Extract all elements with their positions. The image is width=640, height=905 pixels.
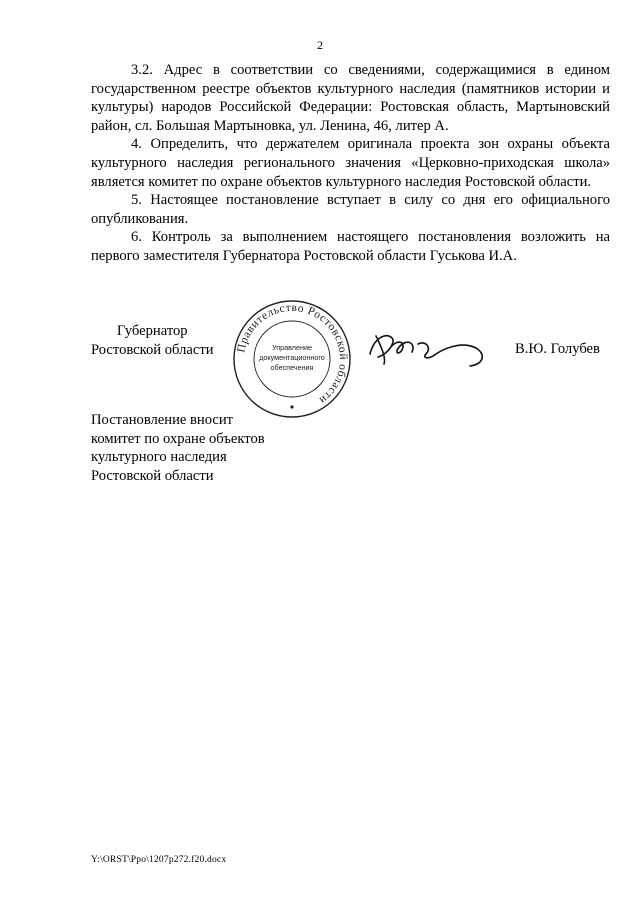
signatory-title-line1: Губернатор: [116, 323, 188, 339]
signatory-title-line2: Ростовской области: [91, 341, 214, 358]
official-seal: [231, 298, 353, 420]
page-number: 2: [317, 38, 323, 52]
signatory-title: [91, 322, 214, 359]
footer-file-path: Y:\ORST\Ppo\1207p272.f20.docx: [91, 855, 227, 865]
submitter-line3: культурного наследия: [91, 449, 227, 466]
paragraph-effective: 5. Настоящее постановление вступает в силу со дня его официального опубликования.: [91, 192, 610, 227]
submitter-line4: Ростовской области: [91, 467, 214, 484]
paragraph-holder: 4. Определить, что держателем оригинала проекта зон охраны объекта культурного наследия регионального значения «Церковно-приходская школа» является комитет по охране объектов культурного наследия Ростовской области.: [91, 136, 610, 190]
submitter-line1: Постановление вносит: [91, 412, 234, 428]
seal-outer-text: Правительство Ростовской области: [235, 301, 350, 407]
seal-inner-line1: Управление: [272, 343, 312, 352]
seal-inner-line3: обеспечения: [270, 363, 314, 372]
seal-inner-line2: документационного: [259, 353, 325, 362]
handwritten-signature: [364, 324, 494, 370]
submitter-line2: комитет по охране объектов: [91, 430, 265, 447]
paragraph-control: 6. Контроль за выполнением настоящего постановления возложить на первого заместителя Губернатора Ростовской области Гуськова И.А.: [91, 229, 610, 264]
submitter-block: [91, 411, 265, 485]
signatory-name: В.Ю. Голубев: [515, 341, 600, 357]
paragraph-address: 3.2. Адрес в соответствии со сведениями, содержащимися в едином государственном реестре объектов культурного наследия (памятников истории и культуры) народов Российской Федерации: Ростовская область, Мартыновский район, сл. Большая Мартыновка, ул. Ленина, 46, литер А.: [91, 62, 610, 134]
document-body: [91, 61, 610, 266]
